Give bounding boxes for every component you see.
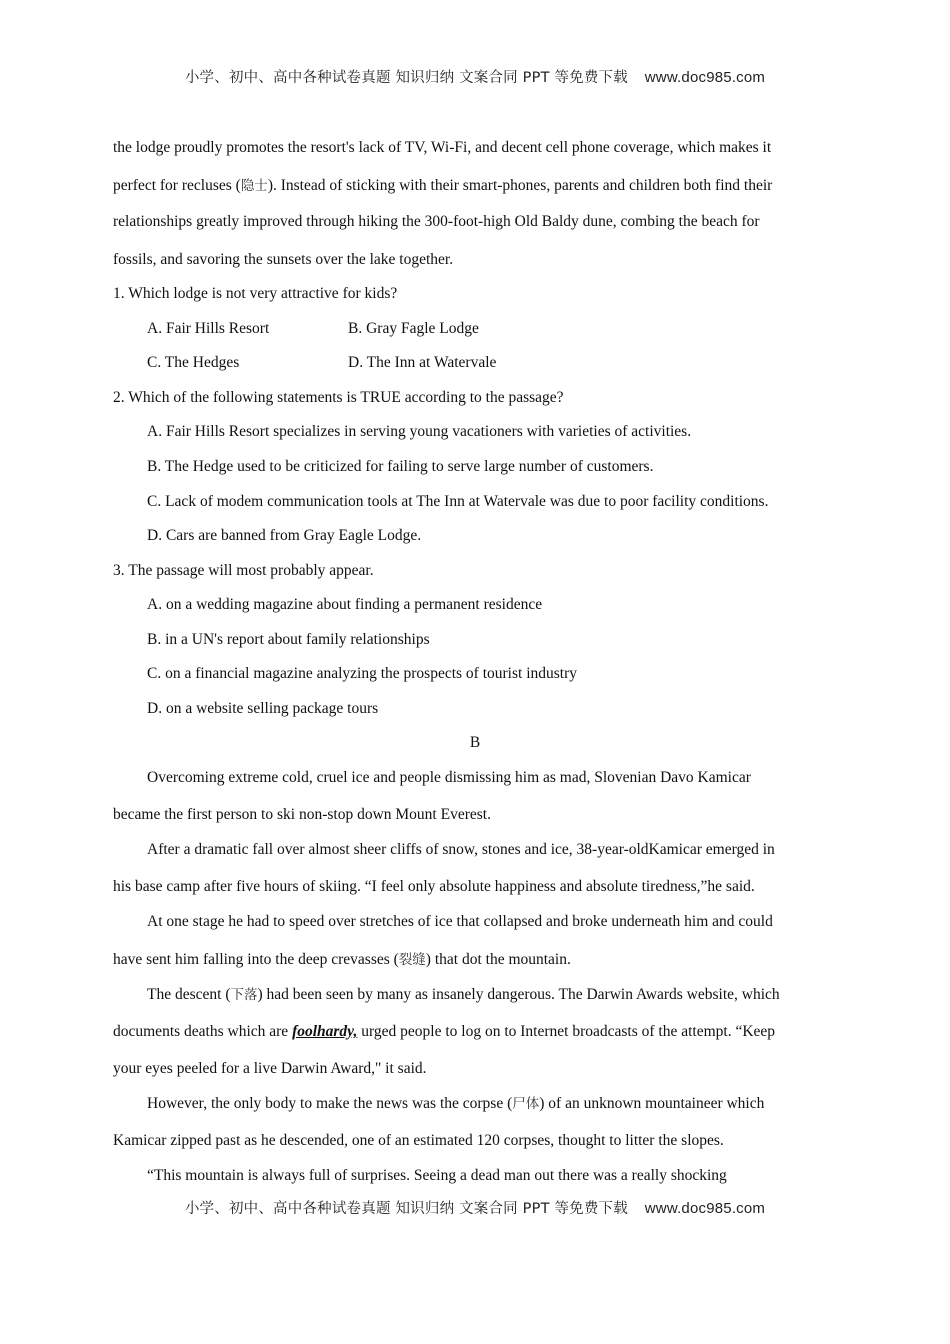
text-segment: ). Instead of sticking with their smart-phones, parents and children both find their <box>267 177 773 194</box>
question-3-stem: 3. The passage will most probably appear. <box>113 562 374 579</box>
footer-banner-text: 小学、初中、高中各种试卷真题 知识归纳 文案合同 PPT 等免费下载 <box>184 1201 628 1217</box>
section-b-p5-line-2: Kamicar zipped past as he descended, one of an estimated 120 corpses, thought to litter the slopes. <box>113 1132 724 1149</box>
text-segment: urged people to log on to Internet broadcasts of the attempt. “Keep <box>357 1023 776 1040</box>
text-segment: ) that dot the mountain. <box>425 951 571 968</box>
question-1-option-b: B. Gray Fagle Lodge <box>348 320 479 337</box>
section-b-p3-line-1: At one stage he had to speed over stretches of ice that collapsed and broke underneath him and could <box>147 913 773 930</box>
section-b-p1-line-1: Overcoming extreme cold, cruel ice and people dismissing him as mad, Slovenian Davo Kamicar <box>147 769 751 786</box>
section-b-p5-line-1 <box>147 1094 764 1114</box>
section-b-heading: B <box>469 734 481 751</box>
highlighted-keyword: foolhardy, <box>292 1023 358 1040</box>
question-2-option-a: A. Fair Hills Resort specializes in serving young vacationers with varieties of activities. <box>147 423 692 440</box>
section-b-p3-line-2 <box>113 950 571 970</box>
question-2-option-b: B. The Hedge used to be criticized for failing to serve large number of customers. <box>147 458 654 475</box>
question-1-option-a: A. Fair Hills Resort <box>147 320 270 337</box>
text-segment: ) had been seen by many as insanely dangerous. The Darwin Awards website, which <box>257 986 780 1003</box>
header-banner-url[interactable]: www.doc985.com <box>644 69 766 86</box>
passage-a-line-4: fossils, and savoring the sunsets over the lake together. <box>113 251 454 268</box>
question-2-option-d: D. Cars are banned from Gray Eagle Lodge. <box>147 527 422 544</box>
question-3-option-a: A. on a wedding magazine about finding a permanent residence <box>147 596 543 613</box>
section-b-p2-line-2: his base camp after five hours of skiing. “I feel only absolute happiness and absolute tiredness,”he said. <box>113 878 755 895</box>
section-b-p2-line-1: After a dramatic fall over almost sheer cliffs of snow, stones and ice, 38-year-oldKamicar emerged in <box>147 841 775 858</box>
question-1-option-c: C. The Hedges <box>147 354 240 371</box>
question-2-option-c: C. Lack of modem communication tools at The Inn at Watervale was due to poor facility conditions. <box>147 493 769 510</box>
text-segment: However, the only body to make the news was the corpse ( <box>147 1095 513 1112</box>
question-3-option-c: C. on a financial magazine analyzing the prospects of tourist industry <box>147 665 578 682</box>
question-1-option-d: D. The Inn at Watervale <box>348 354 497 371</box>
chinese-gloss: 裂缝 <box>398 952 426 968</box>
header-banner-text: 小学、初中、高中各种试卷真题 知识归纳 文案合同 PPT 等免费下载 <box>184 70 628 86</box>
question-3-option-d: D. on a website selling package tours <box>147 700 379 717</box>
question-1-stem: 1. Which lodge is not very attractive for kids? <box>113 285 398 302</box>
passage-a-line-3: relationships greatly improved through hiking the 300-foot-high Old Baldy dune, combing the beach for <box>113 213 760 230</box>
section-b-p4-line-2 <box>113 1022 775 1042</box>
chinese-gloss: 尸体 <box>512 1096 540 1112</box>
passage-a-line-2 <box>113 176 772 196</box>
passage-a-line-1: the lodge proudly promotes the resort's lack of TV, Wi-Fi, and decent cell phone coverage, which makes it <box>113 139 772 156</box>
text-segment: have sent him falling into the deep crevasses ( <box>113 951 399 968</box>
section-b-p6-line-1: “This mountain is always full of surprises. Seeing a dead man out there was a really shocking <box>147 1167 727 1184</box>
text-segment: documents deaths which are <box>113 1023 293 1040</box>
section-b-p4-line-3: your eyes peeled for a live Darwin Award," it said. <box>113 1060 427 1077</box>
text-segment: ) of an unknown mountaineer which <box>539 1095 765 1112</box>
question-3-option-b: B. in a UN's report about family relationships <box>147 631 430 648</box>
text-segment: perfect for recluses ( <box>113 177 241 194</box>
question-2-stem: 2. Which of the following statements is TRUE according to the passage? <box>113 389 564 406</box>
footer-banner <box>0 1197 950 1218</box>
chinese-gloss: 下落 <box>230 987 258 1003</box>
footer-banner-url[interactable]: www.doc985.com <box>644 1200 766 1217</box>
section-b-p1-line-2: became the first person to ski non-stop down Mount Everest. <box>113 806 491 823</box>
text-segment: The descent ( <box>147 986 231 1003</box>
chinese-gloss: 隐士 <box>240 178 268 194</box>
header-banner <box>0 66 950 87</box>
section-b-p4-line-1 <box>147 985 780 1005</box>
